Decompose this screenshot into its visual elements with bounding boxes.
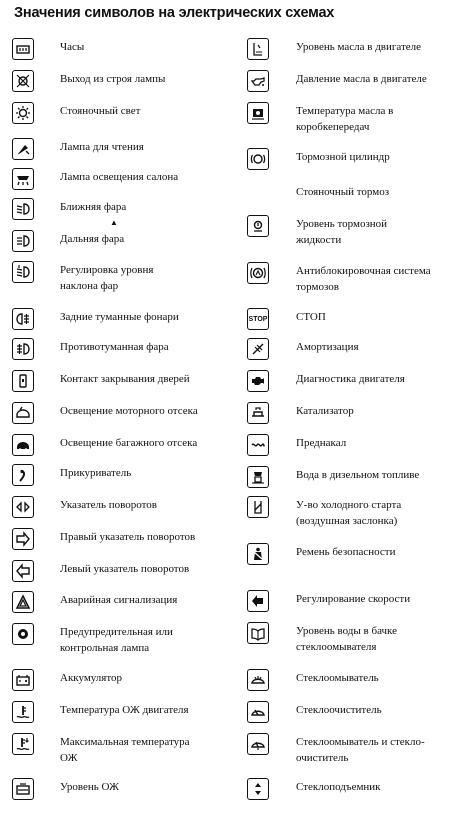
symbol-label-line: Стеклоомыватель и стекло-	[296, 736, 425, 748]
symbol-label-line: стеклоомывателя	[296, 640, 377, 653]
symbol-label-line: Температура масла в	[296, 105, 394, 117]
seatbelt-icon	[247, 543, 269, 565]
symbol-label-high-beam	[60, 232, 124, 248]
symbol-label-line: Диагностика двигателя	[296, 373, 405, 385]
symbol-label-line: наклона фар	[60, 279, 119, 292]
symbol-label-gearbox-oil-temp	[296, 104, 393, 135]
symbol-label-interior-light	[60, 170, 178, 186]
cruise-control-icon	[247, 590, 269, 612]
symbol-label-parking-light	[60, 104, 140, 120]
symbol-label-oil-pressure	[296, 72, 427, 88]
symbol-label-line: Давление масла в двигателе	[296, 73, 427, 85]
symbol-label-line: СТОП	[296, 311, 326, 323]
turn-signal-icon	[12, 496, 34, 518]
symbol-label-line: Стояночный свет	[60, 105, 141, 117]
symbol-label-max-coolant-temp	[60, 735, 190, 766]
symbol-label-line: Освещение моторного отсека	[60, 405, 198, 417]
symbol-label-line: Вода в дизельном топливе	[296, 469, 420, 481]
oil-pressure-icon	[247, 70, 269, 92]
symbol-label-coolant-temp	[60, 703, 189, 719]
symbol-label-hazard	[60, 593, 177, 609]
glow-plug-icon	[247, 434, 269, 456]
warning-lamp-icon	[12, 623, 34, 645]
max-coolant-temp-icon	[12, 733, 34, 755]
symbol-label-brake-fluid	[296, 217, 387, 248]
symbol-label-trunk-light	[60, 436, 197, 452]
choke-icon	[247, 496, 269, 518]
symbol-label-glow-plug	[296, 436, 346, 452]
battery-icon	[12, 669, 34, 691]
symbol-label-line: Ближняя фара	[60, 201, 127, 213]
symbol-label-line: Катализатор	[296, 405, 354, 417]
left-turn-icon	[12, 560, 34, 582]
symbol-label-line: Уровень ОЖ	[60, 781, 120, 793]
door-contact-icon	[12, 370, 34, 392]
scan-mark: ▲	[110, 218, 118, 227]
symbol-label-line: Стеклоочиститель	[296, 704, 382, 716]
trunk-light-icon	[12, 434, 34, 456]
wiper-icon	[247, 701, 269, 723]
symbol-label-line: Противотуманная фара	[60, 341, 169, 353]
symbol-label-lamp-failure	[60, 72, 165, 88]
symbol-label-left-turn	[60, 562, 189, 578]
symbol-label-parking-brake	[296, 185, 389, 201]
symbol-label-cruise-control	[296, 592, 410, 608]
symbol-label-washer	[296, 671, 379, 687]
symbol-label-line: Часы	[60, 41, 85, 53]
symbol-label-door-contact	[60, 372, 190, 388]
symbol-label-line: Левый указатель поворотов	[60, 563, 190, 575]
hazard-icon	[12, 591, 34, 613]
shock-absorber-icon	[247, 338, 269, 360]
symbol-label-line: Преднакал	[296, 437, 347, 449]
symbol-label-line: Освещение багажного отсека	[60, 437, 198, 449]
symbol-label-line: Прикуриватель	[60, 467, 132, 479]
symbol-label-window-lift	[296, 780, 381, 796]
symbol-label-line: Лампа для чтения	[60, 141, 144, 153]
symbol-label-line: очиститель	[296, 751, 349, 764]
coolant-temp-icon	[12, 701, 34, 723]
symbol-label-line: Правый указатель поворотов	[60, 531, 196, 543]
symbol-label-warning-lamp	[60, 625, 173, 656]
symbol-label-line: Тормозной цилиндр	[296, 151, 390, 163]
symbol-label-line: жидкости	[296, 233, 342, 246]
high-beam-icon	[12, 230, 34, 252]
symbol-label-headlight-leveling	[60, 263, 153, 294]
symbol-label-line: Максимальная температура	[60, 736, 190, 748]
symbol-label-reading-lamp	[60, 140, 144, 156]
parking-light-icon	[12, 102, 34, 124]
symbol-label-line: У-во холодного старта	[296, 499, 402, 511]
symbol-label-abs	[296, 264, 431, 295]
symbol-label-turn-signal	[60, 498, 157, 514]
lamp-failure-icon	[12, 70, 34, 92]
symbol-label-line: Аварийная сигнализация	[60, 594, 178, 606]
symbol-label-line: Уровень воды в бачке	[296, 625, 397, 637]
stop-icon	[247, 308, 269, 330]
symbol-label-line: Задние туманные фонари	[60, 311, 179, 323]
symbol-label-line: Уровень масла в двигателе	[296, 41, 422, 53]
symbol-label-washer-fluid	[296, 624, 397, 655]
brake-cylinder-icon	[247, 148, 269, 170]
symbol-label-line: Стеклоомыватель	[296, 672, 379, 684]
page-title: Значения символов на электрических схемах	[14, 5, 335, 21]
gearbox-oil-temp-icon	[247, 102, 269, 124]
water-in-fuel-icon	[247, 466, 269, 488]
interior-light-icon	[12, 168, 34, 190]
symbol-label-line: Аккумулятор	[60, 672, 123, 684]
symbol-label-line: Ремень безопасности	[296, 546, 396, 558]
symbol-label-line: Регулирование скорости	[296, 593, 411, 605]
symbol-label-wiper	[296, 703, 382, 719]
symbol-label-front-fog	[60, 340, 169, 356]
symbol-label-line: Стеклоподъемник	[296, 781, 381, 793]
symbol-label-line: коробкепередач	[296, 120, 370, 133]
symbol-label-line: Уровень тормозной	[296, 218, 388, 230]
brake-fluid-icon	[247, 215, 269, 237]
symbol-label-rear-fog	[60, 310, 179, 326]
symbol-label-line: Стояночный тормоз	[296, 186, 390, 198]
symbol-label-cigarette-lighter	[60, 466, 131, 482]
right-turn-icon	[12, 528, 34, 550]
symbol-label-battery	[60, 671, 122, 687]
catalyst-icon	[247, 402, 269, 424]
headlight-leveling-icon	[12, 261, 34, 283]
oil-level-icon	[247, 38, 269, 60]
symbol-label-line: Амортизация	[296, 341, 359, 353]
symbol-label-coolant-level	[60, 780, 119, 796]
washer-fluid-icon	[247, 622, 269, 644]
symbol-label-line: Указатель поворотов	[60, 499, 157, 511]
symbol-label-engine-bay-light	[60, 404, 198, 420]
symbol-label-stop	[296, 310, 326, 326]
symbol-label-line: Предупредительная или	[60, 626, 173, 638]
clock-icon	[12, 38, 34, 60]
symbol-label-line: Выход из строя лампы	[60, 73, 166, 85]
stop-badge-text: STOP	[248, 315, 268, 323]
rear-fog-icon	[12, 308, 34, 330]
wiper-washer-icon	[247, 733, 269, 755]
abs-icon	[247, 262, 269, 284]
symbol-label-catalyst	[296, 404, 354, 420]
symbol-label-line: Дальняя фара	[60, 233, 125, 245]
symbol-label-water-in-fuel	[296, 468, 419, 484]
symbol-label-oil-level	[296, 40, 421, 56]
symbol-label-line: тормозов	[296, 280, 339, 293]
symbol-label-line: Антиблокировочная система	[296, 265, 431, 277]
symbol-label-seatbelt	[296, 545, 396, 561]
symbol-label-line: Контакт закрывания дверей	[60, 373, 190, 385]
symbol-label-engine-diagnostics	[296, 372, 405, 388]
symbol-label-right-turn	[60, 530, 195, 546]
symbol-label-line: Лампа освещения салона	[60, 171, 179, 183]
engine-bay-light-icon	[12, 402, 34, 424]
symbol-label-line: контрольная лампа	[60, 641, 150, 654]
symbol-label-shock-absorber	[296, 340, 359, 356]
symbol-label-line: Температура ОЖ двигателя	[60, 704, 189, 716]
washer-icon	[247, 669, 269, 691]
symbol-label-clock	[60, 40, 84, 56]
symbol-label-low-beam	[60, 200, 126, 216]
symbol-label-choke	[296, 498, 401, 529]
symbol-label-line: (воздушная заслонка)	[296, 514, 398, 527]
symbol-label-line: Регулировка уровня	[60, 264, 154, 276]
coolant-level-icon	[12, 778, 34, 800]
symbol-label-line: ОЖ	[60, 751, 78, 764]
window-lift-icon	[247, 778, 269, 800]
symbol-label-wiper-washer	[296, 735, 425, 766]
cigarette-lighter-icon	[12, 464, 34, 486]
engine-diagnostics-icon	[247, 370, 269, 392]
low-beam-icon	[12, 198, 34, 220]
front-fog-icon	[12, 338, 34, 360]
reading-lamp-icon	[12, 138, 34, 160]
symbol-label-brake-cylinder	[296, 150, 390, 166]
